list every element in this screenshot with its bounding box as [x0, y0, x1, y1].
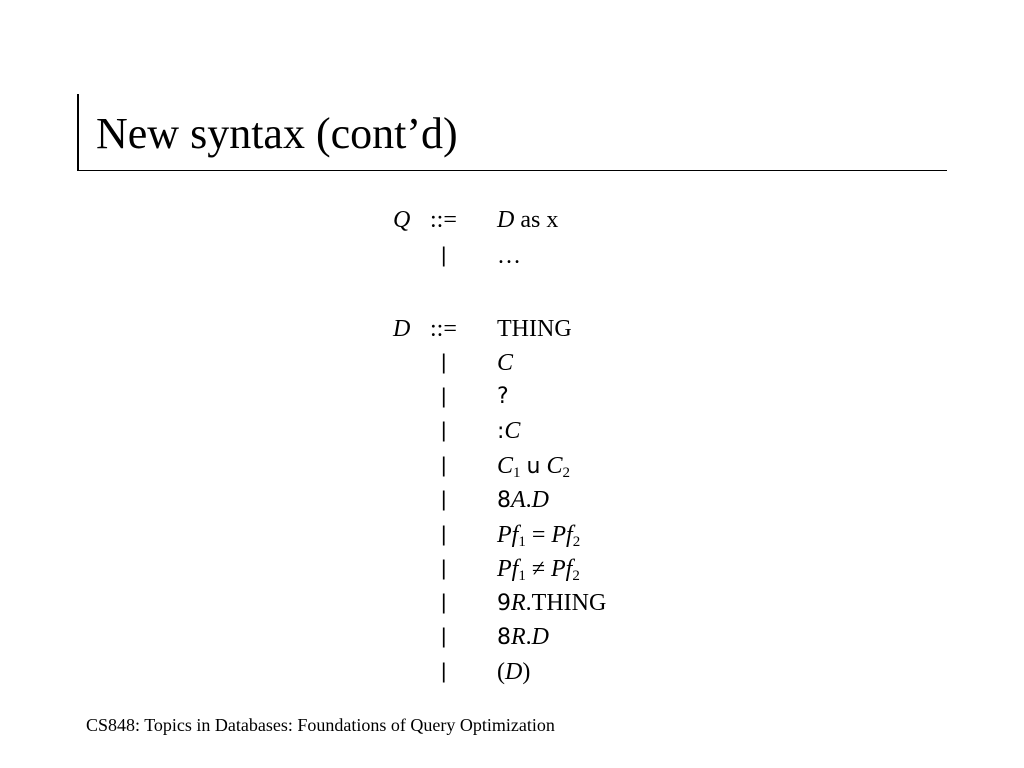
d-rule-parenthesized: (D)	[497, 659, 531, 685]
d-alt-bar: |	[441, 419, 447, 442]
d-lhs: D	[393, 316, 411, 342]
d-define-op: ::=	[430, 316, 457, 342]
d-alt-bar: |	[441, 591, 447, 614]
q-rule-as-x: D as x	[497, 207, 559, 233]
d-alt-bar: |	[441, 557, 447, 580]
q-define-op: ::=	[430, 207, 457, 233]
slide-footer: CS848: Topics in Databases: Foundations of Query Optimization	[86, 715, 555, 735]
exists-symbol: 9	[497, 591, 511, 616]
d-rule-forall-attr: 8A.D	[497, 487, 550, 513]
d-rule-conjunction: $C_1$ u $C_2$	[497, 453, 570, 481]
q-lhs: Q	[393, 207, 411, 233]
conjunction-symbol: u	[526, 454, 541, 479]
forall-symbol: 8	[497, 625, 511, 650]
d-rule-thing: THING	[497, 316, 572, 342]
d-rule-question: ?	[497, 384, 509, 409]
q-alt-bar: |	[441, 244, 447, 267]
negation-symbol: :	[497, 419, 505, 444]
d-alt-bar: |	[441, 660, 447, 683]
d-alt-bar: |	[441, 454, 447, 477]
forall-symbol: 8	[497, 488, 511, 513]
d-alt-bar: |	[441, 351, 447, 374]
d-alt-bar: |	[441, 488, 447, 511]
d-rule-exists-role: 9R.THING	[497, 590, 607, 616]
d-alt-bar: |	[441, 625, 447, 648]
slide-title: New syntax (cont’d)	[96, 109, 458, 158]
d-alt-bar: |	[441, 523, 447, 546]
d-rule-path-inequality: $Pf_1 \ne Pf_2$	[497, 556, 580, 584]
d-alt-bar: |	[441, 385, 447, 408]
d-rule-concept: C	[497, 350, 514, 376]
d-rule-forall-role: 8R.D	[497, 624, 550, 650]
q-rule-ellipsis: …	[497, 243, 521, 269]
d-rule-negation: :C	[497, 418, 521, 444]
d-rule-path-equality: $Pf_1 = Pf_2$	[497, 522, 581, 550]
